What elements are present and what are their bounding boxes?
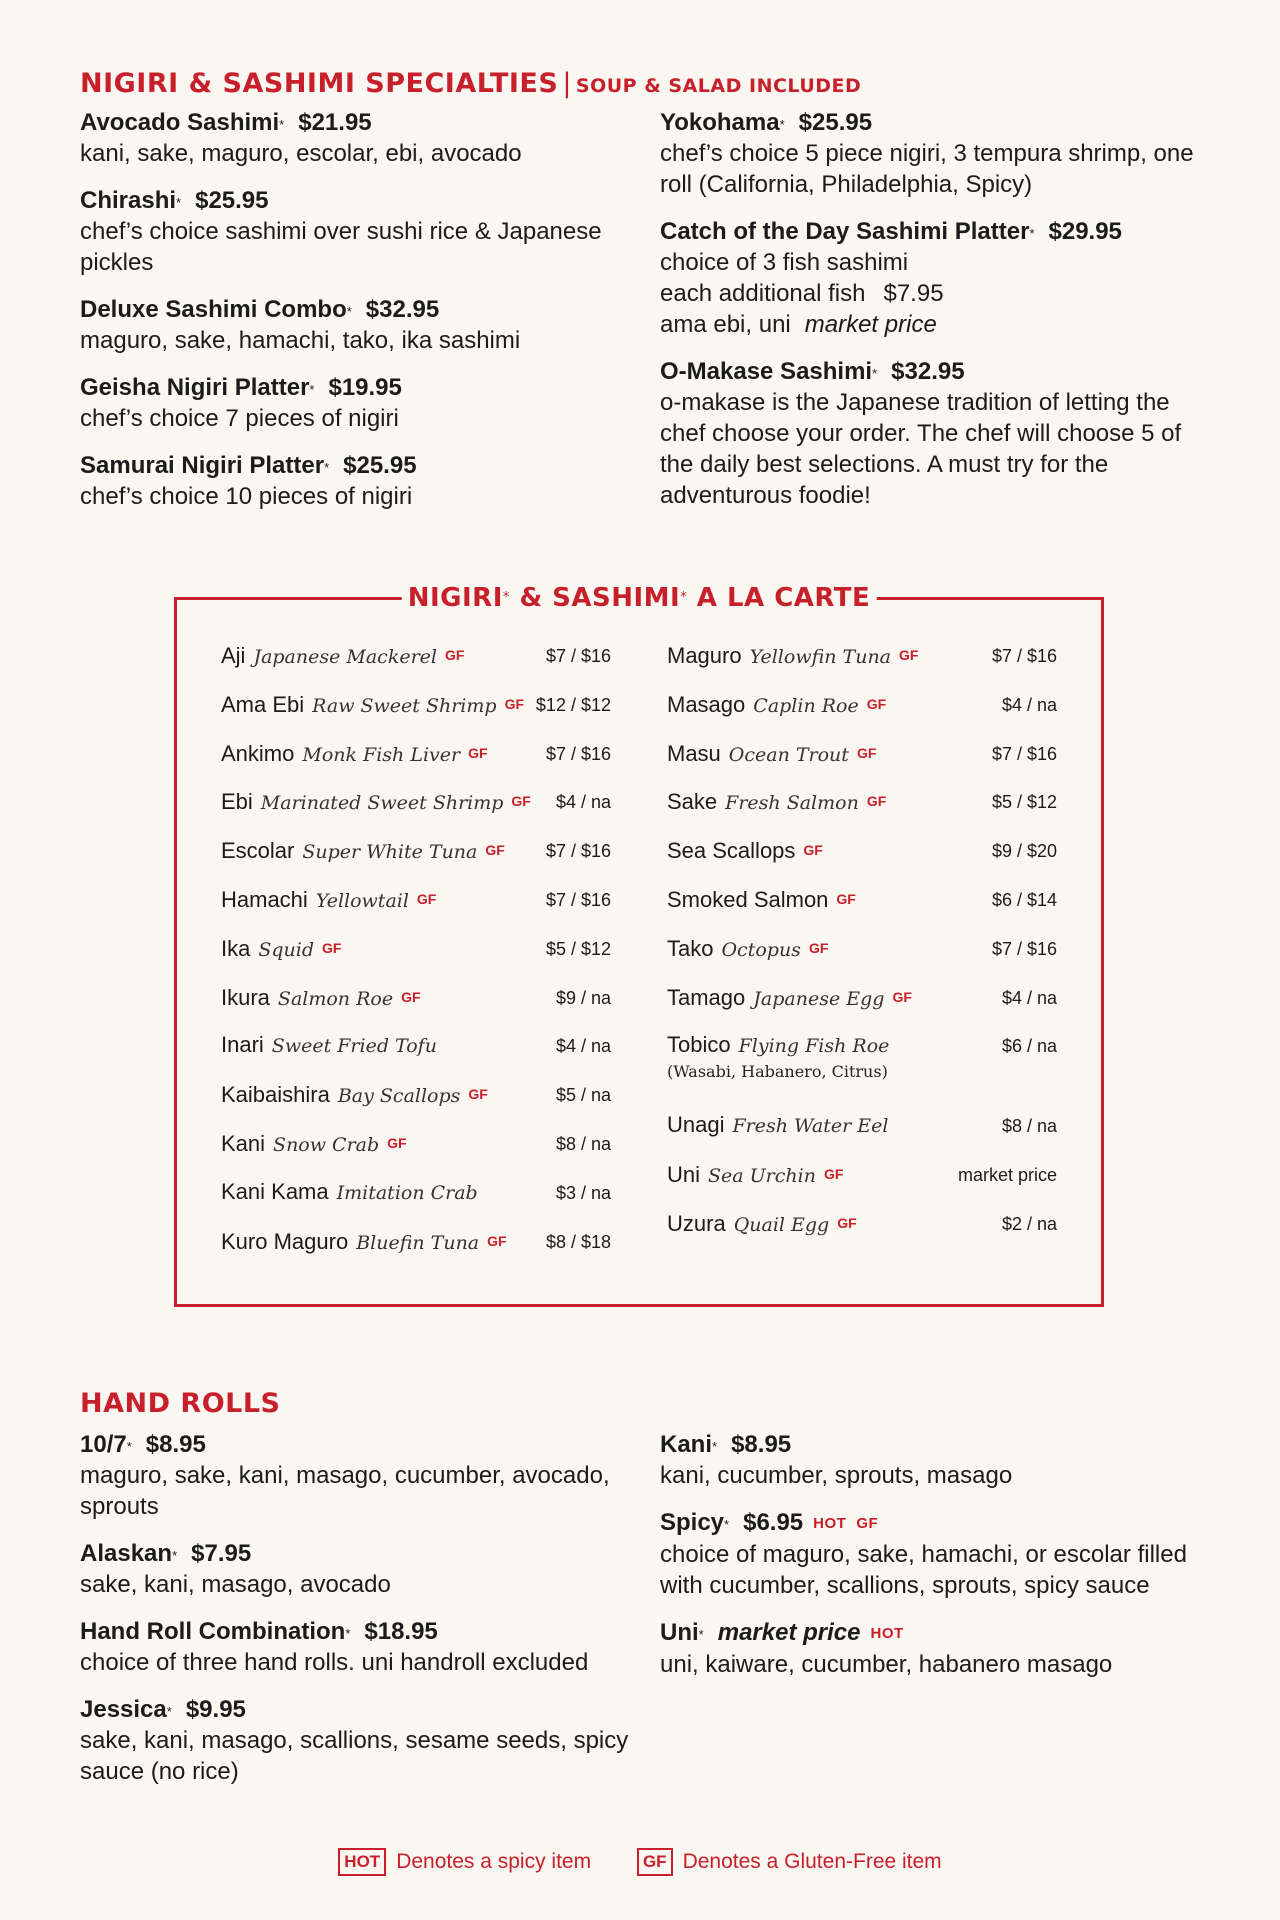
title-part: A LA CARTE (696, 583, 871, 613)
fish-name-group (667, 1030, 889, 1061)
item-price: $25.95 (195, 187, 269, 214)
a-la-carte-row (221, 933, 611, 982)
item-price: $8.95 (731, 1431, 792, 1458)
a-la-carte-row (221, 982, 611, 1031)
item-description: maguro, sake, kani, masago, cucumber, avocado, sprouts (80, 1462, 610, 1520)
fish-note: (Wasabi, Habanero, Citrus) (667, 1062, 888, 1082)
menu-item (80, 450, 660, 512)
item-name: Deluxe Sashimi Combo (80, 296, 347, 323)
a-la-carte-row (221, 1226, 611, 1275)
fish-name-group (221, 1128, 407, 1160)
item-name: Catch of the Day Sashimi Platter (660, 218, 1030, 245)
a-la-carte-row (667, 786, 1057, 835)
item-price: $21.95 (298, 109, 372, 136)
specialties-left-column (80, 107, 660, 528)
a-la-carte-row (667, 933, 1057, 982)
gf-tag: GF (511, 793, 531, 810)
item-price: $25.95 (798, 109, 873, 136)
a-la-carte-row (667, 884, 1057, 933)
fish-name-group (667, 1159, 843, 1191)
hand-rolls-title: HAND ROLLS (80, 1388, 281, 1419)
fish-price: $6 / $14 (991, 889, 1057, 910)
gf-tag: GF (468, 1086, 488, 1103)
item-price: $9.95 (185, 1696, 246, 1723)
gf-tag: GF (387, 1134, 407, 1151)
fish-english-name: Fresh Salmon (725, 792, 859, 815)
menu-item (660, 1617, 1200, 1680)
a-la-carte-row (221, 1079, 611, 1128)
fish-price: $4 / na (1001, 987, 1057, 1008)
fish-name: Unagi (667, 1112, 725, 1138)
fish-price: $4 / na (555, 792, 611, 813)
gf-tag: GF (899, 647, 919, 663)
fish-price: $7 / $16 (991, 646, 1057, 666)
item-name: Alaskan (80, 1540, 173, 1567)
a-la-carte-right-column (667, 640, 1057, 1257)
gf-tag: GF (856, 1515, 879, 1532)
fish-name: Kani Kama (221, 1178, 329, 1204)
fish-name-group (667, 640, 918, 672)
gf-tag: GF (823, 1166, 844, 1183)
fish-name-group (221, 1079, 488, 1111)
fish-english-name: Caplin Roe (753, 694, 859, 717)
a-la-carte-row (667, 1159, 1057, 1208)
specialties-subtitle: SOUP & SALAD INCLUDED (575, 75, 862, 97)
fish-english-name: Japanese Egg (753, 987, 885, 1010)
fish-name: Uzura (667, 1210, 726, 1236)
raw-mark: * (724, 1517, 730, 1532)
fish-name: Tako (667, 935, 714, 961)
item-option-price: market price (804, 311, 937, 338)
a-la-carte-row (221, 738, 611, 787)
fish-name-group (221, 689, 524, 721)
item-price: $32.95 (365, 296, 440, 323)
fish-name-group (667, 933, 828, 965)
fish-price: $3 / na (555, 1182, 611, 1203)
specialties-title (80, 70, 1200, 97)
gf-tag: GF (892, 988, 912, 1005)
fish-name: Masago (667, 691, 746, 717)
a-la-carte-row (221, 1128, 611, 1177)
a-la-carte-row (667, 689, 1057, 738)
fish-name-group (221, 640, 464, 672)
fish-name: Kani (221, 1130, 266, 1156)
item-name: Hand Roll Combination (80, 1618, 346, 1645)
gf-tag: GF (322, 939, 342, 956)
fish-name: Ebi (221, 789, 253, 815)
a-la-carte-box (174, 583, 1104, 1307)
item-name: Spicy (660, 1509, 725, 1536)
raw-mark: * (698, 1627, 704, 1642)
fish-name: Ikura (221, 984, 270, 1010)
menu-item (80, 294, 660, 356)
fish-name: Smoked Salmon (667, 886, 829, 912)
a-la-carte-row (667, 738, 1057, 787)
gf-tag: GF (803, 842, 823, 859)
a-la-carte-row (221, 689, 611, 738)
gf-tag: GF (468, 744, 488, 761)
item-description: choice of 3 fish sashimi (660, 249, 909, 276)
fish-english-name: Super White Tuna (302, 841, 478, 864)
raw-mark: * (176, 195, 182, 210)
fish-name-group (221, 1030, 437, 1061)
fish-price: $7 / $16 (545, 646, 611, 666)
fish-name: Hamachi (221, 886, 308, 912)
item-name: Samurai Nigiri Platter (80, 452, 325, 479)
legend (0, 1848, 1280, 1876)
menu-item (660, 1429, 1200, 1491)
gf-tag: GF (866, 793, 887, 810)
menu-item (80, 372, 660, 434)
item-name: O-Makase Sashimi (660, 358, 873, 385)
a-la-carte-row (667, 1110, 1057, 1159)
item-description: chef’s choice sashimi over sushi rice & Japanese pickles (80, 218, 602, 276)
fish-price: $5 / $12 (991, 792, 1057, 813)
item-name: Avocado Sashimi (80, 109, 280, 136)
item-description: chef’s choice 5 piece nigiri, 3 tempura shrimp, one roll (California, Philadelphia, Spicy) (660, 140, 1194, 198)
menu-item (660, 216, 1200, 340)
item-description: kani, cucumber, sprouts, masago (660, 1462, 1013, 1489)
fish-name-group (221, 1226, 507, 1258)
fish-name-group (667, 1110, 888, 1141)
heading-divider: | (562, 68, 572, 99)
gf-tag: GF (416, 890, 437, 907)
fish-name: Kaibaishira (221, 1082, 330, 1108)
fish-english-name: Yellowtail (315, 889, 409, 912)
gf-tag: GF (485, 842, 505, 859)
a-la-carte-row (221, 1030, 611, 1079)
a-la-carte-row (221, 786, 611, 835)
raw-mark: * (345, 1626, 351, 1641)
gf-tag: GF (401, 988, 421, 1005)
item-price: $19.95 (328, 374, 402, 401)
item-option: each additional fish (660, 280, 866, 307)
item-name: Yokohama (660, 109, 780, 136)
raw-mark: * (712, 1439, 718, 1454)
fish-name: Ika (221, 935, 251, 961)
fish-name: Tamago (667, 984, 746, 1010)
item-description: o-makase is the Japanese tradition of letting the chef choose your order. The chef will choose 5 of the daily best selections. A must try for the adventurous foodie! (660, 389, 1182, 509)
fish-english-name: Octopus (721, 938, 801, 961)
menu-item (660, 1507, 1200, 1601)
item-name: 10/7 (80, 1431, 127, 1458)
fish-name-group (667, 982, 912, 1014)
hot-tag: HOT (813, 1515, 847, 1532)
item-description: sake, kani, masago, avocado (80, 1571, 391, 1598)
legend-hot-text: Denotes a spicy item (396, 1850, 592, 1873)
hot-tag: HOT (870, 1625, 904, 1642)
fish-name-group (221, 1177, 478, 1208)
specialties-section (80, 70, 1200, 528)
fish-english-name: Snow Crab (273, 1133, 380, 1156)
a-la-carte-row (221, 835, 611, 884)
menu-item (80, 185, 660, 278)
raw-mark: * (779, 117, 785, 132)
item-name: Uni (660, 1619, 699, 1646)
fish-name-group (221, 786, 531, 818)
fish-name-group (667, 689, 886, 721)
menu-item (660, 356, 1200, 511)
fish-english-name: Quail Egg (733, 1213, 830, 1236)
fish-english-name: Japanese Mackerel (253, 646, 437, 668)
item-description: chef’s choice 10 pieces of nigiri (80, 483, 413, 510)
item-price: $29.95 (1048, 218, 1122, 245)
raw-mark: * (1029, 226, 1035, 241)
fish-price: $4 / na (555, 1036, 611, 1057)
fish-price: $5 / $12 (545, 938, 611, 959)
fish-price: $7 / $16 (991, 743, 1057, 764)
fish-english-name: Squid (258, 938, 315, 961)
raw-mark: * (172, 1548, 178, 1563)
fish-name-group (667, 738, 876, 770)
legend-hot (338, 1848, 591, 1876)
fish-english-name: Bay Scallops (337, 1085, 461, 1108)
item-name: Chirashi (80, 187, 177, 214)
fish-name: Sake (667, 789, 718, 815)
gf-tag: GF (808, 939, 829, 956)
hand-rolls-section (80, 1390, 1200, 1803)
a-la-carte-left-column (221, 640, 611, 1274)
a-la-carte-title (402, 580, 877, 616)
menu-item (80, 107, 660, 169)
fish-name: Maguro (667, 643, 742, 668)
fish-name-group (221, 738, 488, 770)
gf-tag: GF (504, 695, 525, 712)
item-price: $32.95 (891, 358, 965, 385)
gf-tag: GF (487, 1232, 507, 1249)
raw-mark: * (872, 366, 878, 381)
fish-name-group (221, 982, 421, 1014)
a-la-carte-row (221, 640, 611, 689)
fish-price: market price (957, 1165, 1057, 1186)
fish-english-name: Bluefin Tuna (356, 1231, 480, 1254)
menu-item (80, 1694, 660, 1787)
item-option-price: $7.95 (883, 280, 944, 307)
fish-price: $9 / $20 (991, 841, 1057, 862)
fish-english-name: Monk Fish Liver (302, 743, 461, 766)
fish-price: $7 / $16 (545, 743, 611, 764)
legend-gf (637, 1848, 942, 1876)
fish-name: Sea Scallops (667, 838, 796, 864)
menu-item (80, 1616, 660, 1678)
fish-english-name: Marinated Sweet Shrimp (260, 792, 504, 815)
raw-mark: * (166, 1704, 172, 1719)
a-la-carte-row (667, 1208, 1057, 1257)
fish-price: $4 / na (1001, 694, 1057, 715)
a-la-carte-row (667, 1030, 1057, 1110)
a-la-carte-row (667, 835, 1057, 884)
fish-price: $7 / $16 (545, 889, 611, 910)
fish-english-name: Yellowfin Tuna (749, 646, 892, 668)
fish-name: Ama Ebi (221, 691, 305, 717)
raw-mark: * (502, 590, 510, 605)
title-part: & SASHIMI (519, 583, 681, 613)
hand-rolls-right-column (660, 1429, 1200, 1803)
item-description: kani, sake, maguro, escolar, ebi, avocado (80, 140, 522, 167)
fish-name: Ankimo (221, 740, 295, 766)
raw-mark: * (279, 117, 285, 132)
fish-name: Aji (221, 643, 246, 668)
fish-name: Masu (667, 740, 721, 766)
item-name: Kani (660, 1431, 713, 1458)
fish-price: $7 / $16 (545, 841, 611, 862)
a-la-carte-row (221, 884, 611, 933)
fish-price: $8 / na (555, 1133, 611, 1154)
menu-item (80, 1429, 660, 1522)
item-price: $18.95 (364, 1618, 438, 1645)
specialties-right-column (660, 107, 1200, 528)
hot-badge: HOT (338, 1848, 386, 1876)
fish-english-name: Flying Fish Roe (738, 1035, 890, 1058)
fish-price: $2 / na (1001, 1213, 1057, 1234)
raw-mark: * (324, 460, 330, 475)
fish-price: $7 / $16 (991, 938, 1057, 959)
gf-tag: GF (837, 1214, 857, 1231)
item-price: $25.95 (343, 452, 417, 479)
raw-mark: * (309, 382, 315, 397)
gf-tag: GF (445, 647, 465, 663)
raw-mark: * (680, 590, 688, 605)
gf-tag: GF (866, 695, 887, 712)
fish-english-name: Salmon Roe (277, 987, 394, 1010)
menu-item (80, 1538, 660, 1600)
fish-price: $8 / $18 (545, 1231, 611, 1252)
raw-mark: * (126, 1439, 132, 1454)
fish-name-group (667, 884, 856, 915)
fish-english-name: Ocean Trout (728, 743, 849, 766)
a-la-carte-row (667, 640, 1057, 689)
fish-name-group (667, 835, 823, 866)
fish-name-group (667, 786, 886, 818)
item-description: choice of maguro, sake, hamachi, or escolar filled with cucumber, scallions, sprouts, spicy sauce (660, 1541, 1187, 1599)
fish-price: $8 / na (1001, 1116, 1057, 1137)
fish-name-group (667, 1208, 857, 1240)
fish-price: $12 / $12 (535, 694, 611, 715)
fish-english-name: Fresh Water Eel (732, 1115, 889, 1138)
gf-tag: GF (836, 890, 856, 907)
item-price: $7.95 (191, 1540, 252, 1567)
gf-tag: GF (856, 744, 877, 761)
item-description: maguro, sake, hamachi, tako, ika sashimi (80, 327, 521, 354)
item-name: Geisha Nigiri Platter (80, 374, 310, 401)
fish-price: $6 / na (1001, 1036, 1057, 1057)
fish-price: $9 / na (555, 987, 611, 1008)
hand-rolls-left-column (80, 1429, 660, 1803)
gf-badge: GF (637, 1848, 673, 1876)
fish-name: Tobico (667, 1032, 731, 1058)
menu-item (660, 107, 1200, 200)
item-description: uni, kaiware, cucumber, habanero masago (660, 1651, 1113, 1678)
fish-name-group (221, 933, 341, 965)
fish-name-group (221, 835, 505, 867)
item-option: ama ebi, uni (660, 311, 791, 338)
fish-price: $5 / na (555, 1085, 611, 1106)
fish-english-name: Sea Urchin (708, 1165, 816, 1188)
item-price: market price (717, 1619, 861, 1646)
a-la-carte-row (667, 982, 1057, 1031)
fish-english-name: Raw Sweet Shrimp (312, 694, 497, 717)
fish-name: Uni (667, 1162, 701, 1188)
item-description: choice of three hand rolls. uni handroll excluded (80, 1649, 589, 1676)
item-name: Jessica (80, 1696, 167, 1723)
fish-name: Kuro Maguro (221, 1228, 349, 1254)
item-price: $8.95 (145, 1431, 206, 1458)
a-la-carte-row (221, 1177, 611, 1226)
raw-mark: * (346, 304, 352, 319)
fish-name: Inari (221, 1032, 264, 1058)
item-price: $6.95 (743, 1509, 804, 1536)
item-description: chef’s choice 7 pieces of nigiri (80, 405, 399, 432)
fish-name: Escolar (221, 838, 295, 864)
fish-name-group (221, 884, 436, 916)
fish-english-name: Imitation Crab (336, 1181, 478, 1204)
legend-gf-text: Denotes a Gluten-Free item (682, 1850, 942, 1873)
specialties-heading: NIGIRI & SASHIMI SPECIALTIES (80, 68, 559, 99)
title-part: NIGIRI (407, 583, 503, 613)
fish-english-name: Sweet Fried Tofu (271, 1035, 437, 1058)
item-description: sake, kani, masago, scallions, sesame seeds, spicy sauce (no rice) (80, 1727, 629, 1785)
